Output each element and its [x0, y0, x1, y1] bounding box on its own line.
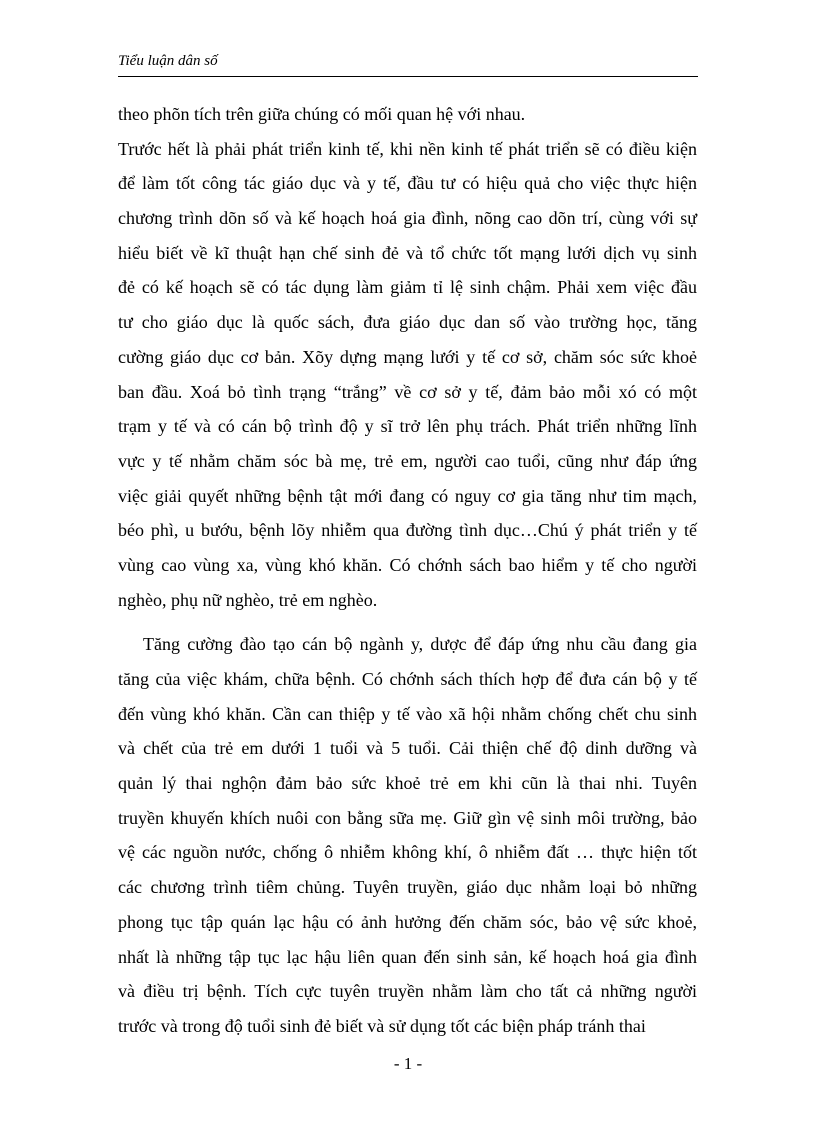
header-title: Tiểu luận dân số: [118, 53, 218, 69]
paragraph-2: [118, 632, 697, 1048]
text-line: béo phì, u bướu, bệnh lõy nhiễm qua đường tình dục…Chú ý phát triển y tế: [118, 520, 697, 541]
text-line: trạm y tế và có cán bộ trình độ y sĩ trở lên phụ trách. Phát triển những lĩnh: [118, 416, 697, 437]
text-line: và chết của trẻ em dưới 1 tuổi và 5 tuổi. Cải thiện chế độ dinh dưỡng và: [118, 738, 697, 759]
text-line: đẻ có kế hoạch sẽ có tác dụng làm giảm tỉ lệ sinh chậm. Phải xem việc đầu: [118, 277, 697, 298]
paragraph-spacer: [118, 622, 697, 632]
text-line: Tăng cường đào tạo cán bộ ngành y, dược để đáp ứng nhu cầu đang gia: [143, 634, 697, 655]
text-line: Trước hết là phải phát triển kinh tế, khi nền kinh tế phát triển sẽ có điều kiện: [118, 138, 697, 159]
text-line: để làm tốt công tác giáo dục và y tế, đầu tư có hiệu quả cho việc thực hiện: [118, 173, 697, 194]
text-line: trước và trong độ tuổi sinh đẻ biết và sử dụng tốt các biện pháp tránh thai: [118, 1015, 646, 1036]
text-line: tăng của việc khám, chữa bệnh. Có chớnh sách thích hợp để đưa cán bộ y tế: [118, 669, 697, 689]
text-line: quản lý thai nghộn đảm bảo sức khoẻ trẻ em khi cũn là thai nhi. Tuyên: [118, 773, 697, 794]
text-line: phong tục tập quán lạc hậu có ảnh hưởng đến chăm sóc, bảo vệ sức khoẻ,: [118, 911, 697, 932]
text-line: vực y tế nhằm chăm sóc bà mẹ, trẻ em, người cao tuổi, cũng như đáp ứng: [118, 450, 697, 471]
text-line: và điều trị bệnh. Tích cực tuyên truyền nhằm làm cho tất cả những người: [118, 981, 697, 1002]
document-body: [118, 102, 697, 1049]
page-number: - 1 -: [393, 1054, 423, 1073]
text-line: truyền khuyến khích nuôi con bằng sữa mẹ. Giữ gìn vệ sinh môi trường, bảo: [118, 807, 697, 828]
text-line: các chương trình tiêm chủng. Tuyên truyền, giáo dục nhằm loại bỏ những: [118, 877, 697, 898]
page-header: [118, 50, 698, 77]
text-line: đến vùng khó khăn. Cần can thiệp y tế vào xã hội nhằm chống chết chu sinh: [118, 703, 697, 724]
text-line: tư cho giáo dục là quốc sách, đưa giáo dục dan số vào trường học, tăng: [118, 312, 697, 333]
text-line: nhất là những tập tục lạc hậu liên quan đến sinh sản, kế hoạch hoá gia đình: [118, 946, 697, 967]
text-line: nghèo, phụ nữ nghèo, trẻ em nghèo.: [118, 589, 378, 610]
text-line: theo phõn tích trên giữa chúng có mối quan hệ với nhau.: [118, 104, 526, 124]
text-line: ban đầu. Xoá bỏ tình trạng “trắng” về cơ sở y tế, đảm bảo mỗi xó có một: [118, 381, 697, 402]
text-line: vùng cao vùng xa, vùng khó khăn. Có chớnh sách bao hiểm y tế cho người: [118, 554, 697, 575]
text-line: việc giải quyết những bệnh tật mới đang có nguy cơ gia tăng như tim mạch,: [118, 485, 697, 506]
text-line: vệ các nguồn nước, chống ô nhiễm không khí, ô nhiễm đất … thực hiện tốt: [118, 842, 697, 863]
text-line: cường giáo dục cơ bản. Xõy dựng mạng lưới y tế cơ sở, chăm sóc sức khoẻ: [118, 346, 697, 367]
text-line: hiểu biết về kĩ thuật hạn chế sinh đẻ và tổ chức tốt mạng lưới dịch vụ sinh: [118, 242, 697, 263]
text-line: chương trình dõn số và kế hoạch hoá gia đình, nõng cao dõn trí, cùng với sự: [118, 208, 697, 229]
paragraph-1: [118, 102, 697, 622]
